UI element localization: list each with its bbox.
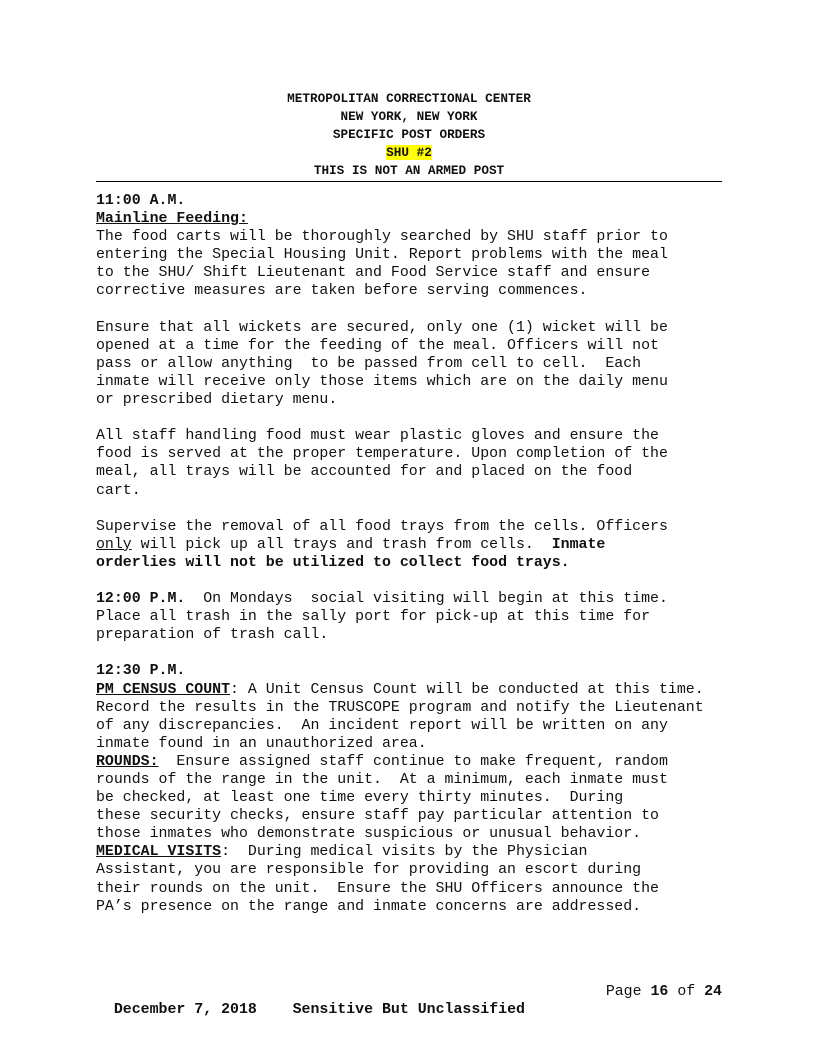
rounds-label: ROUNDS: — [96, 753, 159, 770]
document-footer — [96, 983, 722, 1037]
section-time: 12:00 P.M. — [96, 591, 186, 608]
paragraph: Ensure that all wickets are secured, only one (1) wicket will be opened at a time for the feeding of the meal. Officers will not pass or allow anything to be passed from cell to cell. Each inmate will receive only those items which are on the daily menu or prescribed dietary menu. — [96, 319, 668, 409]
census-label: PM CENSUS COUNT — [96, 681, 231, 698]
header-divider — [96, 181, 722, 182]
paragraph: PM CENSUS COUNT: A Unit Census Count will be conducted at this time. Record the results in the TRUSCOPE program and notify the Lieutenant of any discrepancies. An incident report will be written on any inmate found in an unauthorized area. — [96, 681, 704, 752]
header-institution: METROPOLITAN CORRECTIONAL CENTER — [287, 91, 531, 106]
section-time: 12:30 P.M. — [96, 663, 186, 680]
document-page — [96, 90, 722, 916]
paragraph: MEDICAL VISITS: During medical visits by the Physician Assistant, you are responsible for providing an escort during their rounds on the unit. Ensure the SHU Officers announce the PA’s presence on the range and inmate concerns are addressed. — [96, 844, 659, 915]
header-document-type: SPECIFIC POST ORDERS — [332, 127, 486, 142]
medical-visits-label: MEDICAL VISITS — [96, 844, 222, 861]
section-time: 11:00 A.M. — [96, 193, 186, 209]
paragraph: ROUNDS: Ensure assigned staff continue to make frequent, random rounds of the range in the unit. At a minimum, each inmate must be checked, at least one time every thirty minutes. During these security checks, ensure staff pay particular attention to those inmates who demonstrate suspicious or unusual behavior. — [96, 753, 668, 843]
footer-page-number: Page 16 of 24 — [605, 984, 722, 1000]
header-armed-status: THIS IS NOT AN ARMED POST — [313, 163, 505, 178]
bold-notice: Inmate orderlies will not be utilized to collect food trays — [96, 536, 606, 571]
footer-classification: Sensitive But Unclassified — [292, 1002, 525, 1018]
section-1230 — [96, 662, 722, 915]
paragraph: Supervise the removal of all food trays from the cells. Officers only will pick up all trays and trash from cells. Inmate orderlies will not be utilized to collect food trays. — [96, 518, 668, 571]
emphasis-only: only — [96, 536, 132, 553]
document-header — [96, 90, 722, 180]
header-post-name: SHU #2 — [386, 145, 432, 160]
section-1200 — [96, 590, 722, 644]
footer-date: December 7, 2018 — [113, 1002, 257, 1018]
paragraph: 12:00 P.M. On Mondays social visiting will begin at this time. Place all trash in the sally port for pick-up at this time for preparation of trash call. — [96, 591, 668, 644]
paragraph: All staff handling food must wear plastic gloves and ensure the food is served at the proper temperature. Upon completion of the meal, all trays will be accounted for and placed on the food cart. — [96, 428, 668, 499]
section-heading: Mainline Feeding: — [96, 211, 248, 228]
paragraph: The food carts will be thoroughly searched by SHU staff prior to entering the Special Housing Unit. Report problems with the meal to the SHU/ Shift Lieutenant and Food Service staff and ensure corrective measures are taken before serving commences. — [96, 229, 668, 300]
header-location: NEW YORK, NEW YORK — [340, 109, 478, 124]
section-1100 — [96, 192, 722, 572]
